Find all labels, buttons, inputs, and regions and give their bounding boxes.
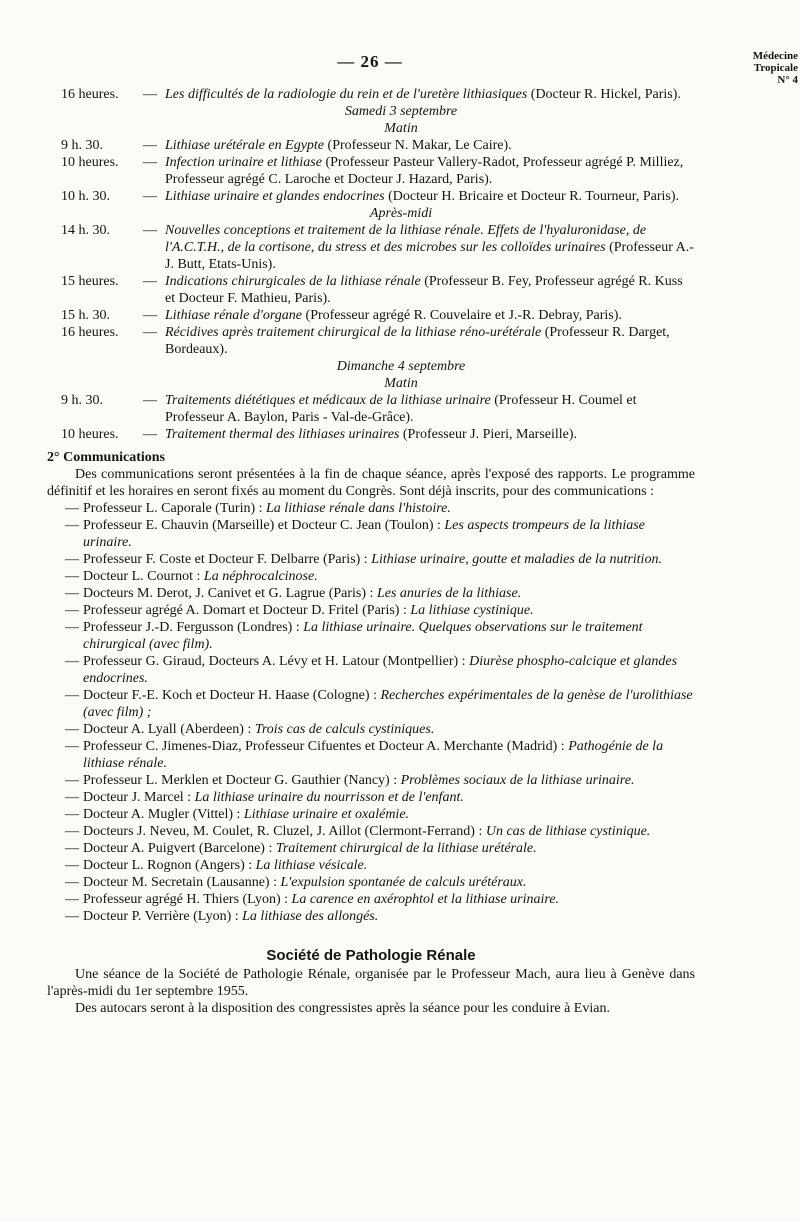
schedule-time: 10 heures. (61, 155, 119, 170)
communication-title: La lithiase urinaire. Quelques observations sur le traitement chirurgical (avec film). (83, 620, 643, 652)
dash-separator: — (65, 552, 79, 567)
schedule-entry-text (165, 86, 695, 103)
society-paragraph-2: Des autocars seront à la disposition des congressistes après la séance pour les conduire à Evian. (75, 1001, 610, 1016)
schedule-time: 9 h. 30. (61, 138, 103, 153)
communication-title: La carence en axérophtol et la lithiase urinaire. (291, 892, 560, 907)
communication-text (83, 840, 695, 857)
society-title: Société de Pathologie Rénale (266, 947, 476, 964)
schedule-entry-text (165, 273, 695, 307)
schedule-time: 14 h. 30. (61, 223, 110, 238)
schedule-entry (47, 154, 695, 188)
report-authors: (Professeur B. Fey, Professeur agrégé R. Kuss et Docteur F. Mathieu, Paris). (165, 274, 683, 306)
dash-separator: — (65, 654, 79, 669)
communication-title: La lithiase cystinique. (410, 603, 534, 618)
communication-title: Les anuries de la lithiase. (376, 586, 522, 601)
communication-text (83, 500, 695, 517)
communication-author: Professeur L. Caporale (Turin) : (83, 501, 267, 516)
communication-title: La lithiase urinaire du nourrisson et de l'enfant. (194, 790, 464, 805)
schedule-entry-text (165, 307, 695, 324)
schedule-entry (47, 426, 695, 443)
dash-separator: — (65, 518, 79, 533)
communication-title: Lithiase urinaire, goutte et maladies de la nutrition. (371, 552, 662, 567)
communications-intro: Des communications seront présentées à la fin de chaque séance, après l'exposé des rapports. Le programme définitif et les horaires en seront fixés au moment du Congrès. Sont déjà inscrits, pour des communications : (47, 467, 695, 499)
schedule-day-heading: Matin (384, 121, 418, 136)
journal-header (718, 50, 798, 86)
communication-title: Trois cas de calculs cystiniques. (254, 722, 435, 737)
dash-separator: — (143, 427, 157, 442)
schedule-entry-text (165, 137, 695, 154)
report-authors: (Professeur H. Coumel et Professeur A. Baylon, Paris - Val-de-Grâce). (165, 393, 637, 425)
report-authors: (Professeur A.-J. Butt, Etats-Unis). (165, 240, 694, 272)
communication-author: Professeur G. Giraud, Docteurs A. Lévy et H. Latour (Montpellier) : (83, 654, 470, 669)
communication-text (83, 687, 695, 721)
communication-text (83, 619, 695, 653)
schedule-entry (47, 222, 695, 273)
communication-title: Un cas de lithiase cystinique. (485, 824, 651, 839)
journal-name-line-1: Médecine (752, 50, 798, 62)
report-authors: (Professeur J. Pieri, Marseille). (399, 427, 578, 442)
dash-separator: — (65, 841, 79, 856)
communication-item (47, 908, 695, 925)
schedule-day-heading: Après-midi (369, 206, 433, 221)
dash-separator: — (65, 569, 79, 584)
dash-separator: — (65, 824, 79, 839)
report-title: Lithiase urétérale en Egypte (165, 138, 325, 153)
schedule-entry (47, 188, 695, 205)
communication-author: Docteur M. Secretain (Lausanne) : (83, 875, 281, 890)
dash-separator: — (143, 325, 157, 340)
communication-item (47, 721, 695, 738)
report-title: Récidives après traitement chirurgical de la lithiase réno-urétérale (165, 325, 542, 340)
communication-author: Docteur J. Marcel : (83, 790, 195, 805)
communication-title: Diurèse phospho-calcique et glandes endocrines. (83, 654, 678, 686)
communication-item (47, 602, 695, 619)
dash-separator: — (143, 393, 157, 408)
schedule-entry-text (165, 324, 695, 358)
schedule-entry-text (165, 392, 695, 426)
schedule-entry-text (165, 154, 695, 188)
communication-item (47, 568, 695, 585)
communication-author: Professeur F. Coste et Docteur F. Delbarre (Paris) : (83, 552, 372, 567)
dash-separator: — (65, 909, 79, 924)
report-authors: (Professeur agrégé R. Couvelaire et J.-R. Debray, Paris). (302, 308, 622, 323)
communication-text (83, 908, 695, 925)
dash-separator: — (65, 892, 79, 907)
communication-item (47, 517, 695, 551)
schedule-entry (47, 273, 695, 307)
communication-item (47, 619, 695, 653)
dash-separator: — (65, 858, 79, 873)
schedule-entry-text (165, 222, 695, 273)
schedule-day-heading: Matin (384, 376, 418, 391)
communication-text (83, 891, 695, 908)
schedule-time: 15 heures. (61, 274, 119, 289)
communication-item (47, 551, 695, 568)
communication-item (47, 891, 695, 908)
report-title: Indications chirurgicales de la lithiase rénale (165, 274, 421, 289)
communication-author: Professeur C. Jimenes-Diaz, Professeur Cifuentes et Docteur A. Merchante (Madrid) : (83, 739, 569, 754)
dash-separator: — (65, 790, 79, 805)
report-authors: (Docteur H. Bricaire et Docteur R. Tourneur, Paris). (384, 189, 680, 204)
schedule-entry (47, 137, 695, 154)
schedule-time: 15 h. 30. (61, 308, 110, 323)
communication-title: L'expulsion spontanée de calculs urétéraux. (280, 875, 527, 890)
dash-separator: — (65, 875, 79, 890)
communication-item (47, 840, 695, 857)
dash-separator: — (65, 722, 79, 737)
dash-separator: — (65, 501, 79, 516)
communication-title: La lithiase des allongés. (242, 909, 379, 924)
schedule-entry (47, 392, 695, 426)
communication-author: Docteur L. Cournot : (83, 569, 204, 584)
document-body (47, 86, 695, 1017)
communication-text (83, 517, 695, 551)
dash-separator: — (143, 87, 157, 102)
communication-text (83, 602, 695, 619)
communication-title: Recherches expérimentales de la genèse de l'urolithiase (avec film) ; (83, 688, 693, 720)
schedule-time: 16 heures. (61, 87, 119, 102)
dash-separator: — (65, 620, 79, 635)
communication-author: Docteur F.-E. Koch et Docteur H. Haase (Cologne) : (83, 688, 381, 703)
communication-item (47, 585, 695, 602)
society-paragraph-1: Une séance de la Société de Pathologie Rénale, organisée par le Professeur Mach, aura lieu à Genève dans l'après-midi du 1er septembre 1955. (47, 967, 695, 999)
communication-text (83, 823, 695, 840)
communication-text (83, 585, 695, 602)
report-authors: (Professeur R. Darget, Bordeaux). (165, 325, 670, 357)
dash-separator: — (143, 189, 157, 204)
schedule-entry-text (165, 426, 695, 443)
communication-item (47, 874, 695, 891)
report-title: Infection urinaire et lithiase (165, 155, 322, 170)
report-authors: (Professeur N. Makar, Le Caire). (324, 138, 512, 153)
report-title: Traitement thermal des lithiases urinaires (165, 427, 400, 442)
communication-item (47, 823, 695, 840)
communication-text (83, 551, 695, 568)
communication-author: Professeur J.-D. Fergusson (Londres) : (83, 620, 304, 635)
communication-item (47, 857, 695, 874)
communication-title: La néphrocalcinose. (203, 569, 318, 584)
communication-title: Traitement chirurgical de la lithiase urétérale. (275, 841, 537, 856)
communication-text (83, 653, 695, 687)
communication-author: Docteur A. Mugler (Vittel) : (83, 807, 244, 822)
communication-author: Docteur L. Rognon (Angers) : (83, 858, 256, 873)
dash-separator: — (143, 155, 157, 170)
page-number: — 26 — (337, 52, 403, 71)
communication-title: Lithiase urinaire et oxalémie. (243, 807, 410, 822)
program-schedule (47, 86, 695, 443)
communication-item (47, 653, 695, 687)
dash-separator: — (65, 807, 79, 822)
communication-text (83, 772, 695, 789)
communication-item (47, 687, 695, 721)
report-authors: (Professeur Pasteur Vallery-Radot, Professeur agrégé P. Milliez, Professeur agrégé C. Laroche et Docteur J. Hazard, Paris). (165, 155, 684, 187)
report-title: Lithiase urinaire et glandes endocrines (165, 189, 385, 204)
communication-text (83, 806, 695, 823)
report-authors: (Docteur R. Hickel, Paris). (527, 87, 681, 102)
communication-item (47, 772, 695, 789)
communication-text (83, 721, 695, 738)
communication-item (47, 738, 695, 772)
communication-author: Professeur agrégé H. Thiers (Lyon) : (83, 892, 292, 907)
communication-author: Professeur E. Chauvin (Marseille) et Docteur C. Jean (Toulon) : (83, 518, 445, 533)
communication-text (83, 568, 695, 585)
report-title: Traitements diététiques et médicaux de la lithiase urinaire (165, 393, 491, 408)
dash-separator: — (65, 739, 79, 754)
communication-text (83, 738, 695, 772)
communication-item (47, 500, 695, 517)
schedule-entry (47, 86, 695, 103)
communication-title: La lithiase vésicale. (255, 858, 368, 873)
dash-separator: — (65, 603, 79, 618)
communication-text (83, 874, 695, 891)
dash-separator: — (65, 688, 79, 703)
dash-separator: — (143, 308, 157, 323)
schedule-time: 10 h. 30. (61, 189, 110, 204)
schedule-day-heading: Samedi 3 septembre (344, 104, 458, 119)
communication-title: Problèmes sociaux de la lithiase urinaire. (400, 773, 635, 788)
communication-title: La lithiase rénale dans l'histoire. (266, 501, 451, 516)
journal-name-line-2: Tropicale (753, 62, 798, 74)
journal-issue: N° 4 (777, 74, 798, 86)
schedule-entry-text (165, 188, 695, 205)
communications-list (47, 500, 695, 925)
dash-separator: — (143, 138, 157, 153)
schedule-day-heading: Dimanche 4 septembre (336, 359, 466, 374)
schedule-time: 9 h. 30. (61, 393, 103, 408)
dash-separator: — (143, 223, 157, 238)
dash-separator: — (65, 773, 79, 788)
communication-author: Professeur agrégé A. Domart et Docteur D. Fritel (Paris) : (83, 603, 411, 618)
communication-author: Docteurs J. Neveu, M. Coulet, R. Cluzel, J. Aillot (Clermont-Ferrand) : (83, 824, 486, 839)
communication-title: Pathogénie de la lithiase rénale. (83, 739, 664, 771)
report-title: Nouvelles conceptions et traitement de la lithiase rénale. Effets de l'hyaluronidase, de l'A.C.T.H., de la cortisone, du stress et des microbes sur les colloïdes urinaires (165, 223, 647, 255)
communications-heading: 2° Communications (47, 450, 165, 465)
communication-author: Docteur A. Lyall (Aberdeen) : (83, 722, 255, 737)
communication-author: Professeur L. Merklen et Docteur G. Gauthier (Nancy) : (83, 773, 401, 788)
schedule-entry (47, 307, 695, 324)
schedule-time: 10 heures. (61, 427, 119, 442)
communication-text (83, 789, 695, 806)
report-title: Lithiase rénale d'organe (165, 308, 303, 323)
communication-author: Docteur A. Puigvert (Barcelone) : (83, 841, 276, 856)
communication-item (47, 806, 695, 823)
report-title: Les difficultés de la radiologie du rein et de l'uretère lithiasiques (165, 87, 528, 102)
communication-title: Les aspects trompeurs de la lithiase urinaire. (83, 518, 645, 550)
communication-author: Docteurs M. Derot, J. Canivet et G. Lagrue (Paris) : (83, 586, 377, 601)
communication-text (83, 857, 695, 874)
dash-separator: — (143, 274, 157, 289)
dash-separator: — (65, 586, 79, 601)
schedule-time: 16 heures. (61, 325, 119, 340)
schedule-entry (47, 324, 695, 358)
communication-item (47, 789, 695, 806)
communication-author: Docteur P. Verrière (Lyon) : (83, 909, 243, 924)
